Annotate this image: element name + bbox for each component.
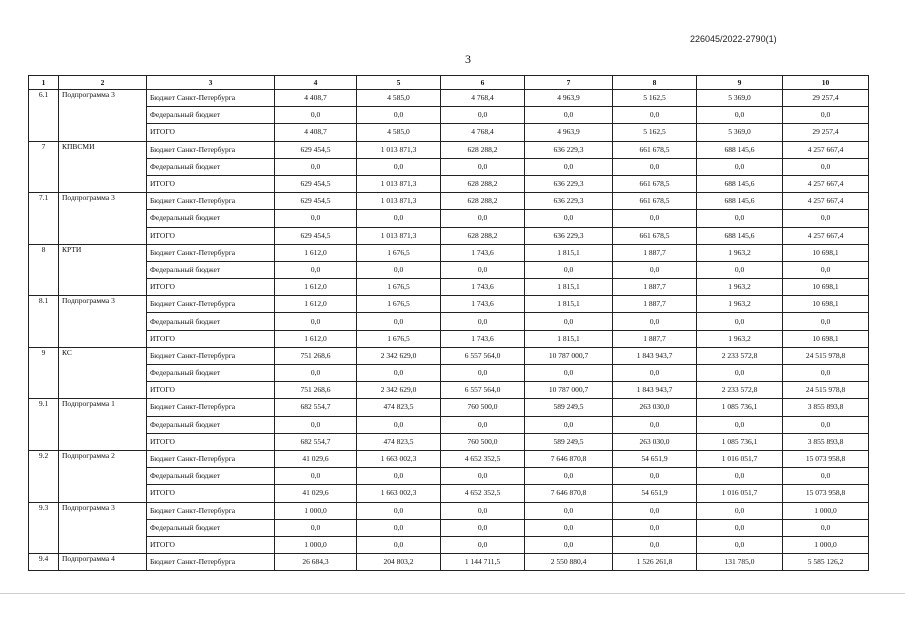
table-row	[29, 261, 869, 278]
column-header: 4	[275, 76, 357, 90]
value-cell: 1 013 871,3	[357, 193, 441, 210]
funding-source-cell: Бюджет Санкт-Петербурга	[147, 554, 275, 571]
value-cell: 0,0	[783, 519, 869, 536]
value-cell: 24 515 978,8	[783, 382, 869, 399]
value-cell: 629 454,5	[275, 227, 357, 244]
table-row	[29, 347, 869, 364]
value-cell: 4 257 667,4	[783, 227, 869, 244]
value-cell: 29 257,4	[783, 124, 869, 141]
row-number-cell: 9.2	[29, 450, 59, 502]
value-cell: 5 162,5	[613, 90, 697, 107]
value-cell: 1 843 943,7	[613, 347, 697, 364]
funding-source-cell: Федеральный бюджет	[147, 416, 275, 433]
value-cell: 0,0	[697, 468, 783, 485]
value-cell: 41 029,6	[275, 485, 357, 502]
funding-source-cell: Федеральный бюджет	[147, 210, 275, 227]
funding-source-cell: ИТОГО	[147, 175, 275, 192]
value-cell: 3 855 893,8	[783, 433, 869, 450]
value-cell: 0,0	[697, 502, 783, 519]
value-cell: 0,0	[783, 158, 869, 175]
value-cell: 1 144 711,5	[441, 554, 525, 571]
value-cell: 629 454,5	[275, 175, 357, 192]
value-cell: 474 823,5	[357, 433, 441, 450]
row-number-cell: 9.4	[29, 554, 59, 571]
value-cell: 0,0	[357, 210, 441, 227]
value-cell: 1 016 051,7	[697, 485, 783, 502]
value-cell: 0,0	[525, 313, 613, 330]
value-cell: 5 369,0	[697, 124, 783, 141]
program-name-cell: КПВСМИ	[59, 141, 147, 193]
value-cell: 2 342 629,0	[357, 347, 441, 364]
value-cell: 0,0	[357, 365, 441, 382]
value-cell: 0,0	[613, 313, 697, 330]
program-name-cell: КС	[59, 347, 147, 399]
value-cell: 15 073 958,8	[783, 450, 869, 467]
value-cell: 0,0	[441, 158, 525, 175]
program-name-cell: Подпрограмма 4	[59, 554, 147, 571]
value-cell: 1 963,2	[697, 244, 783, 261]
value-cell: 0,0	[525, 261, 613, 278]
column-header: 1	[29, 76, 59, 90]
funding-source-cell: Бюджет Санкт-Петербурга	[147, 244, 275, 261]
value-cell: 0,0	[357, 502, 441, 519]
table-row	[29, 485, 869, 502]
value-cell: 1 743,6	[441, 244, 525, 261]
table-row	[29, 365, 869, 382]
value-cell: 10 787 000,7	[525, 347, 613, 364]
value-cell: 3 855 893,8	[783, 399, 869, 416]
program-name-cell: Подпрограмма 3	[59, 502, 147, 554]
value-cell: 0,0	[697, 313, 783, 330]
value-cell: 1 743,6	[441, 296, 525, 313]
table-row	[29, 124, 869, 141]
value-cell: 1 963,2	[697, 296, 783, 313]
value-cell: 0,0	[441, 107, 525, 124]
value-cell: 0,0	[357, 536, 441, 553]
value-cell: 6 557 564,0	[441, 382, 525, 399]
table-row	[29, 193, 869, 210]
value-cell: 1 887,7	[613, 244, 697, 261]
program-name-cell: Подпрограмма 1	[59, 399, 147, 451]
funding-source-cell: ИТОГО	[147, 485, 275, 502]
value-cell: 0,0	[783, 468, 869, 485]
value-cell: 628 288,2	[441, 227, 525, 244]
value-cell: 0,0	[525, 158, 613, 175]
table-row	[29, 90, 869, 107]
value-cell: 0,0	[525, 502, 613, 519]
funding-source-cell: Федеральный бюджет	[147, 261, 275, 278]
column-header: 2	[59, 76, 147, 90]
value-cell: 751 268,6	[275, 382, 357, 399]
value-cell: 688 145,6	[697, 193, 783, 210]
value-cell: 1 085 736,1	[697, 433, 783, 450]
value-cell: 0,0	[275, 210, 357, 227]
funding-source-cell: ИТОГО	[147, 279, 275, 296]
value-cell: 1 963,2	[697, 330, 783, 347]
value-cell: 7 646 870,8	[525, 450, 613, 467]
value-cell: 0,0	[613, 107, 697, 124]
value-cell: 0,0	[697, 158, 783, 175]
table-header-row	[29, 76, 869, 90]
value-cell: 10 698,1	[783, 244, 869, 261]
value-cell: 0,0	[783, 365, 869, 382]
value-cell: 0,0	[275, 416, 357, 433]
value-cell: 4 408,7	[275, 124, 357, 141]
value-cell: 688 145,6	[697, 227, 783, 244]
value-cell: 1 887,7	[613, 296, 697, 313]
value-cell: 0,0	[613, 519, 697, 536]
value-cell: 0,0	[525, 107, 613, 124]
value-cell: 1 612,0	[275, 279, 357, 296]
value-cell: 0,0	[441, 502, 525, 519]
value-cell: 1 743,6	[441, 279, 525, 296]
value-cell: 54 651,9	[613, 450, 697, 467]
value-cell: 0,0	[783, 107, 869, 124]
column-header: 3	[147, 76, 275, 90]
value-cell: 661 678,5	[613, 193, 697, 210]
program-name-cell: Подпрограмма 2	[59, 450, 147, 502]
value-cell: 0,0	[697, 519, 783, 536]
value-cell: 682 554,7	[275, 433, 357, 450]
row-number-cell: 9.1	[29, 399, 59, 451]
value-cell: 54 651,9	[613, 485, 697, 502]
value-cell: 1 000,0	[783, 502, 869, 519]
value-cell: 0,0	[697, 536, 783, 553]
value-cell: 24 515 978,8	[783, 347, 869, 364]
value-cell: 263 030,0	[613, 433, 697, 450]
table-row	[29, 210, 869, 227]
column-header: 10	[783, 76, 869, 90]
value-cell: 26 684,3	[275, 554, 357, 571]
value-cell: 0,0	[357, 261, 441, 278]
value-cell: 4 963,9	[525, 124, 613, 141]
table-row	[29, 502, 869, 519]
value-cell: 1 815,1	[525, 244, 613, 261]
table-row	[29, 175, 869, 192]
value-cell: 0,0	[783, 313, 869, 330]
value-cell: 4 257 667,4	[783, 193, 869, 210]
value-cell: 4 257 667,4	[783, 175, 869, 192]
value-cell: 0,0	[697, 107, 783, 124]
value-cell: 1 887,7	[613, 279, 697, 296]
table-body	[29, 90, 869, 571]
value-cell: 0,0	[697, 210, 783, 227]
value-cell: 1 016 051,7	[697, 450, 783, 467]
value-cell: 0,0	[357, 107, 441, 124]
value-cell: 682 554,7	[275, 399, 357, 416]
value-cell: 10 698,1	[783, 330, 869, 347]
value-cell: 0,0	[525, 536, 613, 553]
table-row	[29, 468, 869, 485]
funding-source-cell: Федеральный бюджет	[147, 107, 275, 124]
value-cell: 4 585,0	[357, 90, 441, 107]
value-cell: 0,0	[441, 416, 525, 433]
value-cell: 751 268,6	[275, 347, 357, 364]
value-cell: 629 454,5	[275, 141, 357, 158]
value-cell: 1 000,0	[275, 502, 357, 519]
table-row	[29, 519, 869, 536]
page-divider	[0, 593, 905, 594]
value-cell: 2 233 572,8	[697, 382, 783, 399]
funding-source-cell: Бюджет Санкт-Петербурга	[147, 450, 275, 467]
value-cell: 688 145,6	[697, 141, 783, 158]
page-number: 3	[465, 52, 471, 66]
table-row	[29, 244, 869, 261]
value-cell: 0,0	[613, 502, 697, 519]
value-cell: 4 768,4	[441, 124, 525, 141]
value-cell: 0,0	[275, 519, 357, 536]
value-cell: 0,0	[613, 261, 697, 278]
value-cell: 4 768,4	[441, 90, 525, 107]
value-cell: 0,0	[697, 416, 783, 433]
value-cell: 0,0	[275, 107, 357, 124]
table-row	[29, 141, 869, 158]
value-cell: 474 823,5	[357, 399, 441, 416]
value-cell: 1 676,5	[357, 296, 441, 313]
value-cell: 0,0	[783, 210, 869, 227]
value-cell: 0,0	[613, 468, 697, 485]
value-cell: 131 785,0	[697, 554, 783, 571]
value-cell: 5 369,0	[697, 90, 783, 107]
funding-source-cell: ИТОГО	[147, 433, 275, 450]
value-cell: 0,0	[525, 416, 613, 433]
value-cell: 0,0	[275, 365, 357, 382]
value-cell: 1 085 736,1	[697, 399, 783, 416]
document-number: 226045/2022-2790(1)	[690, 34, 777, 44]
value-cell: 1 000,0	[275, 536, 357, 553]
value-cell: 0,0	[441, 261, 525, 278]
funding-source-cell: Бюджет Санкт-Петербурга	[147, 347, 275, 364]
value-cell: 1 963,2	[697, 279, 783, 296]
table-row	[29, 107, 869, 124]
value-cell: 628 288,2	[441, 141, 525, 158]
value-cell: 10 698,1	[783, 296, 869, 313]
value-cell: 1 612,0	[275, 296, 357, 313]
value-cell: 1 000,0	[783, 536, 869, 553]
value-cell: 2 342 629,0	[357, 382, 441, 399]
table-row	[29, 536, 869, 553]
value-cell: 4 652 352,5	[441, 485, 525, 502]
value-cell: 636 229,3	[525, 175, 613, 192]
value-cell: 1 013 871,3	[357, 175, 441, 192]
funding-source-cell: Бюджет Санкт-Петербурга	[147, 141, 275, 158]
budget-table	[28, 75, 869, 571]
value-cell: 0,0	[783, 261, 869, 278]
value-cell: 15 073 958,8	[783, 485, 869, 502]
value-cell: 1 887,7	[613, 330, 697, 347]
value-cell: 4 585,0	[357, 124, 441, 141]
table-row	[29, 399, 869, 416]
table-row	[29, 227, 869, 244]
value-cell: 0,0	[783, 416, 869, 433]
value-cell: 1 676,5	[357, 279, 441, 296]
value-cell: 628 288,2	[441, 193, 525, 210]
value-cell: 636 229,3	[525, 227, 613, 244]
column-header: 6	[441, 76, 525, 90]
funding-source-cell: Бюджет Санкт-Петербурга	[147, 193, 275, 210]
value-cell: 1 815,1	[525, 330, 613, 347]
table-row	[29, 450, 869, 467]
program-name-cell: КРТИ	[59, 244, 147, 296]
value-cell: 1 612,0	[275, 330, 357, 347]
funding-source-cell: Федеральный бюджет	[147, 158, 275, 175]
funding-source-cell: ИТОГО	[147, 124, 275, 141]
value-cell: 0,0	[441, 210, 525, 227]
table-row	[29, 330, 869, 347]
program-name-cell: Подпрограмма 3	[59, 193, 147, 245]
value-cell: 1 526 261,8	[613, 554, 697, 571]
value-cell: 760 500,0	[441, 399, 525, 416]
value-cell: 0,0	[275, 468, 357, 485]
value-cell: 0,0	[357, 158, 441, 175]
value-cell: 628 288,2	[441, 175, 525, 192]
value-cell: 10 698,1	[783, 279, 869, 296]
value-cell: 0,0	[525, 468, 613, 485]
value-cell: 1 663 002,3	[357, 485, 441, 502]
value-cell: 629 454,5	[275, 193, 357, 210]
table-row	[29, 433, 869, 450]
funding-source-cell: ИТОГО	[147, 227, 275, 244]
funding-source-cell: Бюджет Санкт-Петербурга	[147, 399, 275, 416]
table-row	[29, 296, 869, 313]
funding-source-cell: Бюджет Санкт-Петербурга	[147, 90, 275, 107]
value-cell: 1 843 943,7	[613, 382, 697, 399]
value-cell: 661 678,5	[613, 175, 697, 192]
value-cell: 1 013 871,3	[357, 141, 441, 158]
row-number-cell: 6.1	[29, 90, 59, 142]
value-cell: 29 257,4	[783, 90, 869, 107]
table-row	[29, 279, 869, 296]
value-cell: 204 803,2	[357, 554, 441, 571]
value-cell: 0,0	[613, 210, 697, 227]
value-cell: 0,0	[275, 261, 357, 278]
value-cell: 1 013 871,3	[357, 227, 441, 244]
value-cell: 4 963,9	[525, 90, 613, 107]
value-cell: 661 678,5	[613, 141, 697, 158]
value-cell: 636 229,3	[525, 141, 613, 158]
value-cell: 10 787 000,7	[525, 382, 613, 399]
value-cell: 760 500,0	[441, 433, 525, 450]
table-row	[29, 416, 869, 433]
value-cell: 0,0	[357, 468, 441, 485]
funding-source-cell: Федеральный бюджет	[147, 365, 275, 382]
value-cell: 1 676,5	[357, 244, 441, 261]
funding-source-cell: Федеральный бюджет	[147, 468, 275, 485]
value-cell: 41 029,6	[275, 450, 357, 467]
value-cell: 0,0	[441, 313, 525, 330]
value-cell: 0,0	[441, 536, 525, 553]
column-header: 9	[697, 76, 783, 90]
value-cell: 4 652 352,5	[441, 450, 525, 467]
funding-source-cell: Федеральный бюджет	[147, 519, 275, 536]
value-cell: 1 612,0	[275, 244, 357, 261]
funding-source-cell: Федеральный бюджет	[147, 313, 275, 330]
value-cell: 0,0	[357, 519, 441, 536]
row-number-cell: 7	[29, 141, 59, 193]
value-cell: 7 646 870,8	[525, 485, 613, 502]
column-header: 7	[525, 76, 613, 90]
value-cell: 1 663 002,3	[357, 450, 441, 467]
program-name-cell: Подпрограмма 3	[59, 90, 147, 142]
value-cell: 4 408,7	[275, 90, 357, 107]
value-cell: 688 145,6	[697, 175, 783, 192]
table-row	[29, 158, 869, 175]
program-name-cell: Подпрограмма 3	[59, 296, 147, 348]
value-cell: 1 815,1	[525, 296, 613, 313]
funding-source-cell: Бюджет Санкт-Петербурга	[147, 296, 275, 313]
row-number-cell: 7.1	[29, 193, 59, 245]
value-cell: 0,0	[275, 158, 357, 175]
value-cell: 2 550 880,4	[525, 554, 613, 571]
value-cell: 0,0	[613, 416, 697, 433]
funding-source-cell: ИТОГО	[147, 330, 275, 347]
value-cell: 5 585 126,2	[783, 554, 869, 571]
value-cell: 661 678,5	[613, 227, 697, 244]
value-cell: 0,0	[275, 313, 357, 330]
column-header: 5	[357, 76, 441, 90]
value-cell: 0,0	[441, 365, 525, 382]
row-number-cell: 8	[29, 244, 59, 296]
value-cell: 263 030,0	[613, 399, 697, 416]
value-cell: 0,0	[697, 261, 783, 278]
value-cell: 4 257 667,4	[783, 141, 869, 158]
value-cell: 2 233 572,8	[697, 347, 783, 364]
value-cell: 589 249,5	[525, 433, 613, 450]
row-number-cell: 8.1	[29, 296, 59, 348]
value-cell: 0,0	[357, 313, 441, 330]
column-header: 8	[613, 76, 697, 90]
table-row	[29, 554, 869, 571]
value-cell: 0,0	[525, 365, 613, 382]
value-cell: 0,0	[357, 416, 441, 433]
funding-source-cell: ИТОГО	[147, 382, 275, 399]
value-cell: 0,0	[525, 519, 613, 536]
funding-source-cell: ИТОГО	[147, 536, 275, 553]
value-cell: 0,0	[441, 468, 525, 485]
value-cell: 0,0	[613, 365, 697, 382]
value-cell: 589 249,5	[525, 399, 613, 416]
table-row	[29, 382, 869, 399]
value-cell: 1 815,1	[525, 279, 613, 296]
value-cell: 0,0	[525, 210, 613, 227]
row-number-cell: 9.3	[29, 502, 59, 554]
value-cell: 0,0	[697, 365, 783, 382]
value-cell: 0,0	[441, 519, 525, 536]
value-cell: 1 743,6	[441, 330, 525, 347]
value-cell: 6 557 564,0	[441, 347, 525, 364]
table-row	[29, 313, 869, 330]
row-number-cell: 9	[29, 347, 59, 399]
value-cell: 0,0	[613, 536, 697, 553]
funding-source-cell: Бюджет Санкт-Петербурга	[147, 502, 275, 519]
value-cell: 636 229,3	[525, 193, 613, 210]
value-cell: 0,0	[613, 158, 697, 175]
value-cell: 1 676,5	[357, 330, 441, 347]
value-cell: 5 162,5	[613, 124, 697, 141]
